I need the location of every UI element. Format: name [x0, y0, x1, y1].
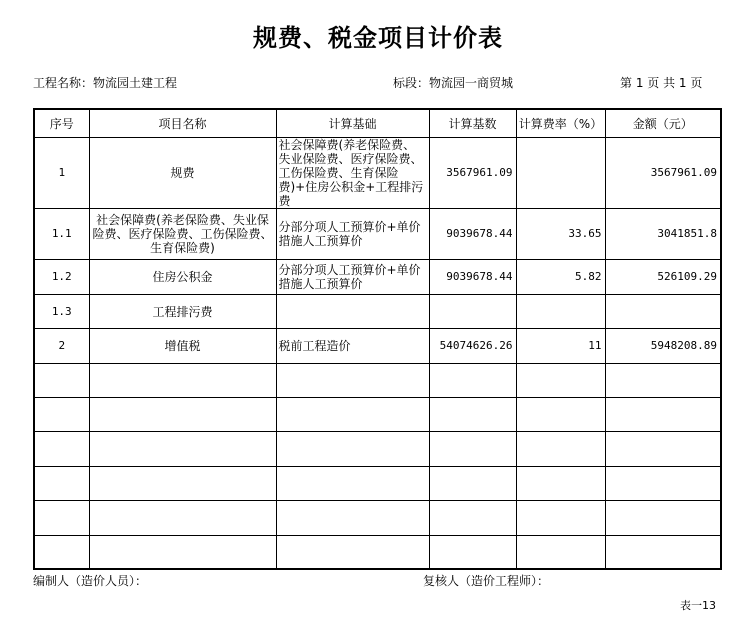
row-basis: 分部分项人工预算价+单价措施人工预算价 [276, 260, 429, 295]
table-row [34, 260, 721, 295]
col-header-no: 序号 [34, 109, 89, 138]
row-basis: 分部分项人工预算价+单价措施人工预算价 [276, 209, 429, 260]
row-rate [516, 138, 605, 209]
row-basis: 社会保障费(养老保险费、失业保险费、医疗保险费、工伤保险费、生育保险费)+住房公积金+工程排污费 [276, 138, 429, 209]
empty-row [34, 467, 721, 501]
empty-row [34, 398, 721, 432]
row-rate: 11 [516, 329, 605, 364]
row-name: 规费 [89, 138, 276, 209]
page-info: 第 1 页 共 1 页 [620, 76, 703, 90]
row-amount: 5948208.89 [605, 329, 721, 364]
page-title: 规费、税金项目计价表 [253, 23, 503, 52]
row-amount: 3041851.8 [605, 209, 721, 260]
empty-row [34, 536, 721, 569]
row-name: 社会保障费(养老保险费、失业保险费、医疗保险费、工伤保险费、生育保险费) [89, 209, 276, 260]
empty-row [34, 364, 721, 398]
row-no: 1.1 [34, 209, 89, 260]
table-row [34, 329, 721, 364]
table-number: 表一13 [680, 599, 716, 612]
row-base: 9039678.44 [429, 209, 516, 260]
row-rate [516, 295, 605, 329]
empty-row [34, 432, 721, 467]
row-name: 工程排污费 [89, 295, 276, 329]
preparer-label: 编制人（造价人员）： [33, 574, 148, 588]
row-name: 增值税 [89, 329, 276, 364]
row-rate: 5.82 [516, 260, 605, 295]
row-no: 1.3 [34, 295, 89, 329]
row-amount: 526109.29 [605, 260, 721, 295]
row-base: 3567961.09 [429, 138, 516, 209]
empty-row [34, 501, 721, 536]
reviewer-label: 复核人（造价工程师）： [423, 574, 550, 588]
row-amount: 3567961.09 [605, 138, 721, 209]
row-no: 2 [34, 329, 89, 364]
row-base [429, 295, 516, 329]
row-name: 住房公积金 [89, 260, 276, 295]
row-amount [605, 295, 721, 329]
col-header-name: 项目名称 [89, 109, 276, 138]
col-header-amount: 金额（元） [605, 109, 721, 138]
table-row [34, 209, 721, 260]
row-basis [276, 295, 429, 329]
header-row [34, 109, 721, 138]
project-name: 工程名称：物流园土建工程 [33, 76, 178, 90]
section-label: 标段：物流园一商贸城 [393, 76, 514, 90]
row-basis: 税前工程造价 [276, 329, 429, 364]
table-row [34, 138, 721, 209]
row-no: 1.2 [34, 260, 89, 295]
col-header-base: 计算基数 [429, 109, 516, 138]
row-rate: 33.65 [516, 209, 605, 260]
row-base: 9039678.44 [429, 260, 516, 295]
fee-tax-table [33, 108, 722, 570]
col-header-rate: 计算费率（%） [516, 109, 605, 138]
row-base: 54074626.26 [429, 329, 516, 364]
col-header-basis: 计算基础 [276, 109, 429, 138]
table-row [34, 295, 721, 329]
row-no: 1 [34, 138, 89, 209]
